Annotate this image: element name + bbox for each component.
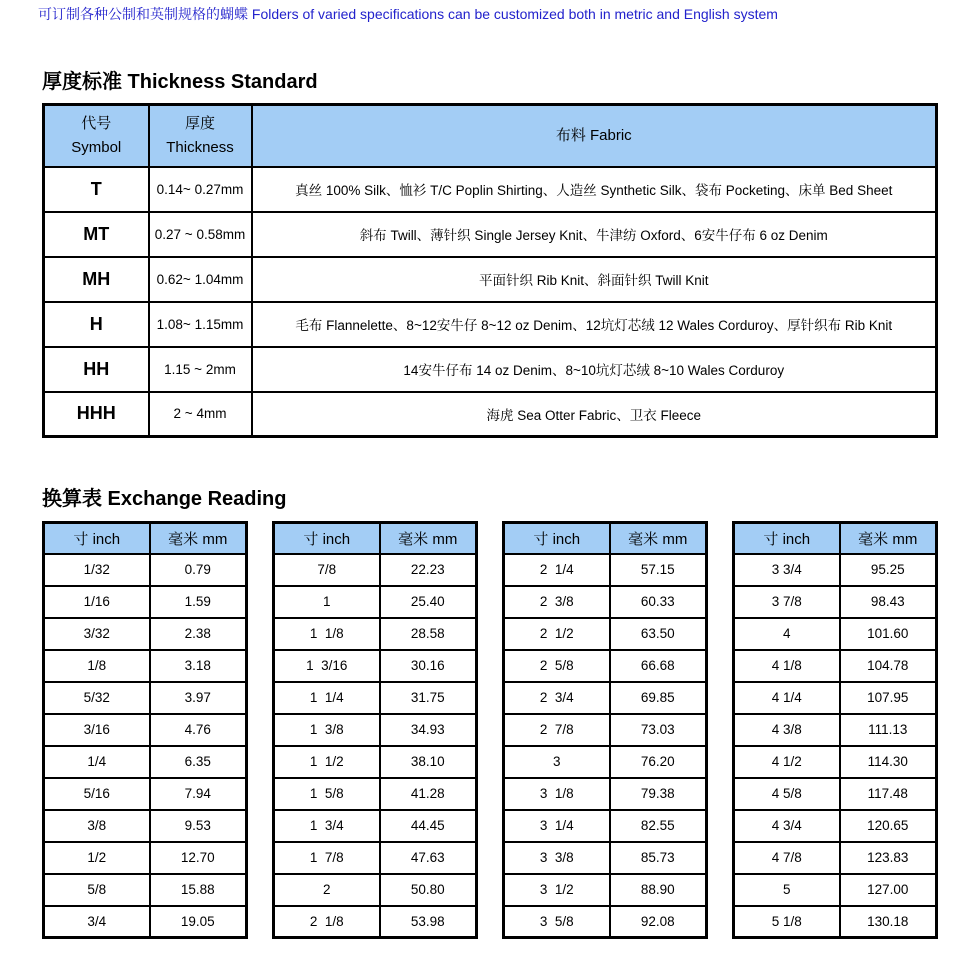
table-row: [44, 874, 247, 906]
inch-cell: 3/8: [44, 810, 150, 842]
symbol-cell: T: [44, 167, 149, 212]
fabric-cell: 14安牛仔布 14 oz Denim、8~10坑灯芯绒 8~10 Wales Corduroy: [252, 347, 937, 392]
mm-cell: 111.13: [840, 714, 937, 746]
symbol-cell: H: [44, 302, 149, 347]
mm-cell: 57.15: [610, 554, 707, 586]
symbol-cell: MT: [44, 212, 149, 257]
mm-cell: 15.88: [150, 874, 247, 906]
inch-cell: 1 1/8: [274, 618, 380, 650]
mm-cell: 41.28: [380, 778, 477, 810]
mm-cell: 0.79: [150, 554, 247, 586]
mm-cell: 34.93: [380, 714, 477, 746]
header-row: [44, 523, 247, 554]
mm-cell: 66.68: [610, 650, 707, 682]
exchange-tables-row: [42, 521, 980, 939]
table-row: [274, 842, 477, 874]
mm-cell: 127.00: [840, 874, 937, 906]
table-row: [274, 586, 477, 618]
inch-cell: 4 1/2: [734, 746, 840, 778]
inch-cell: 4 3/4: [734, 810, 840, 842]
exchange-table-1: [42, 521, 248, 939]
thickness-cell: 0.14~ 0.27mm: [149, 167, 252, 212]
fabric-cell: 斜布 Twill、薄针织 Single Jersey Knit、牛津纺 Oxford、6安牛仔布 6 oz Denim: [252, 212, 937, 257]
mm-cell: 104.78: [840, 650, 937, 682]
mm-cell: 3.18: [150, 650, 247, 682]
table-row: [734, 682, 937, 714]
mm-cell: 1.59: [150, 586, 247, 618]
table-row: [44, 167, 937, 212]
inch-cell: 2 3/8: [504, 586, 610, 618]
exchange-table-3-header: [504, 523, 707, 554]
customization-note: 可订制各种公制和英制规格的蝴蝶 Folders of varied specifications can be customized both in metric and English system: [38, 6, 778, 22]
symbol-cell: HH: [44, 347, 149, 392]
mm-cell: 117.48: [840, 778, 937, 810]
mm-cell: 7.94: [150, 778, 247, 810]
mm-cell: 79.38: [610, 778, 707, 810]
table-row: [504, 586, 707, 618]
mm-cell: 53.98: [380, 906, 477, 938]
mm-cell: 98.43: [840, 586, 937, 618]
table-row: [44, 714, 247, 746]
inch-cell: 1 1/4: [274, 682, 380, 714]
mm-cell: 28.58: [380, 618, 477, 650]
inch-cell: 2 1/2: [504, 618, 610, 650]
inch-cell: 3 1/2: [504, 874, 610, 906]
inch-cell: 7/8: [274, 554, 380, 586]
inch-cell: 4 7/8: [734, 842, 840, 874]
mm-cell: 82.55: [610, 810, 707, 842]
mm-column-header: 毫米 mm: [840, 523, 937, 554]
exchange-table-3-body: [504, 554, 707, 938]
exchange-table-2-body: [274, 554, 477, 938]
inch-cell: 4 3/8: [734, 714, 840, 746]
mm-cell: 69.85: [610, 682, 707, 714]
inch-cell: 1/4: [44, 746, 150, 778]
inch-cell: 3 3/8: [504, 842, 610, 874]
exchange-reading-title: 换算表 Exchange Reading: [42, 488, 287, 510]
symbol-header-en: Symbol: [71, 138, 122, 156]
header-row: [734, 523, 937, 554]
table-row: [44, 650, 247, 682]
fabric-cell: 真丝 100% Silk、恤衫 T/C Poplin Shirting、人造丝 Synthetic Silk、袋布 Pocketing、床单 Bed Sheet: [252, 167, 937, 212]
inch-column-header: 寸 inch: [734, 523, 840, 554]
table-row: [274, 650, 477, 682]
inch-cell: 1 1/2: [274, 746, 380, 778]
mm-column-header: 毫米 mm: [150, 523, 247, 554]
table-row: [504, 906, 707, 938]
mm-cell: 114.30: [840, 746, 937, 778]
inch-cell: 3 5/8: [504, 906, 610, 938]
header-row: [44, 105, 937, 167]
table-row: [734, 842, 937, 874]
table-row: [274, 906, 477, 938]
table-row: [504, 810, 707, 842]
fabric-cell: 毛布 Flannelette、8~12安牛仔 8~12 oz Denim、12坑灯芯绒 12 Wales Corduroy、厚针织布 Rib Knit: [252, 302, 937, 347]
inch-cell: 1 7/8: [274, 842, 380, 874]
inch-cell: 1/8: [44, 650, 150, 682]
inch-cell: 4 5/8: [734, 778, 840, 810]
mm-cell: 73.03: [610, 714, 707, 746]
inch-cell: 2 1/8: [274, 906, 380, 938]
thickness-table-body: [44, 167, 937, 437]
thickness-header-zh: 厚度: [184, 114, 215, 132]
inch-column-header: 寸 inch: [504, 523, 610, 554]
inch-cell: 1: [274, 586, 380, 618]
mm-cell: 63.50: [610, 618, 707, 650]
exchange-table-4-body: [734, 554, 937, 938]
table-row: [44, 746, 247, 778]
mm-cell: 31.75: [380, 682, 477, 714]
table-row: [274, 874, 477, 906]
table-row: [44, 302, 937, 347]
inch-cell: 3/16: [44, 714, 150, 746]
table-row: [504, 618, 707, 650]
thickness-header-en: Thickness: [166, 138, 234, 156]
inch-cell: 1/16: [44, 586, 150, 618]
symbol-cell: MH: [44, 257, 149, 302]
table-row: [274, 714, 477, 746]
fabric-cell: 海虎 Sea Otter Fabric、卫衣 Fleece: [252, 392, 937, 437]
exchange-table-3: [502, 521, 708, 939]
table-row: [44, 257, 937, 302]
thickness-cell: 0.62~ 1.04mm: [149, 257, 252, 302]
table-row: [274, 810, 477, 842]
table-row: [44, 586, 247, 618]
table-row: [504, 842, 707, 874]
inch-cell: 3 1/8: [504, 778, 610, 810]
thickness-cell: 1.08~ 1.15mm: [149, 302, 252, 347]
inch-cell: 3: [504, 746, 610, 778]
table-row: [734, 810, 937, 842]
table-row: [504, 554, 707, 586]
table-row: [274, 554, 477, 586]
mm-cell: 44.45: [380, 810, 477, 842]
mm-cell: 120.65: [840, 810, 937, 842]
table-row: [734, 714, 937, 746]
inch-column-header: 寸 inch: [44, 523, 150, 554]
table-row: [504, 746, 707, 778]
exchange-table-1-header: [44, 523, 247, 554]
thickness-standard-table: [42, 103, 938, 438]
inch-cell: 2 5/8: [504, 650, 610, 682]
mm-cell: 107.95: [840, 682, 937, 714]
table-row: [274, 778, 477, 810]
inch-cell: 5/32: [44, 682, 150, 714]
table-row: [504, 778, 707, 810]
thickness-table-header: [44, 105, 937, 167]
exchange-table-2-header: [274, 523, 477, 554]
table-row: [734, 618, 937, 650]
table-row: [44, 554, 247, 586]
inch-cell: 3/32: [44, 618, 150, 650]
inch-cell: 1/32: [44, 554, 150, 586]
mm-cell: 38.10: [380, 746, 477, 778]
table-row: [44, 212, 937, 257]
inch-cell: 5/16: [44, 778, 150, 810]
exchange-table-4: [732, 521, 938, 939]
thickness-cell: 0.27 ~ 0.58mm: [149, 212, 252, 257]
mm-column-header: 毫米 mm: [610, 523, 707, 554]
mm-cell: 95.25: [840, 554, 937, 586]
page: [0, 4, 980, 939]
inch-cell: 1 3/16: [274, 650, 380, 682]
inch-cell: 1 3/4: [274, 810, 380, 842]
inch-cell: 4: [734, 618, 840, 650]
mm-cell: 50.80: [380, 874, 477, 906]
inch-cell: 2 3/4: [504, 682, 610, 714]
inch-cell: 5: [734, 874, 840, 906]
mm-cell: 6.35: [150, 746, 247, 778]
thickness-column-header: [149, 105, 252, 167]
exchange-table-4-header: [734, 523, 937, 554]
mm-cell: 4.76: [150, 714, 247, 746]
mm-cell: 9.53: [150, 810, 247, 842]
table-row: [734, 554, 937, 586]
table-row: [44, 906, 247, 938]
header-row: [274, 523, 477, 554]
inch-cell: 4 1/8: [734, 650, 840, 682]
thickness-standard-title: 厚度标准 Thickness Standard: [42, 71, 318, 93]
mm-cell: 12.70: [150, 842, 247, 874]
inch-cell: 3/4: [44, 906, 150, 938]
mm-cell: 3.97: [150, 682, 247, 714]
mm-cell: 19.05: [150, 906, 247, 938]
mm-cell: 2.38: [150, 618, 247, 650]
inch-cell: 5 1/8: [734, 906, 840, 938]
fabric-column-header: 布料 Fabric: [252, 105, 937, 167]
inch-column-header: 寸 inch: [274, 523, 380, 554]
table-row: [44, 392, 937, 437]
inch-cell: 4 1/4: [734, 682, 840, 714]
table-row: [44, 842, 247, 874]
table-row: [734, 586, 937, 618]
table-row: [44, 347, 937, 392]
table-row: [44, 810, 247, 842]
table-row: [504, 650, 707, 682]
table-row: [504, 714, 707, 746]
mm-cell: 123.83: [840, 842, 937, 874]
inch-cell: 3 1/4: [504, 810, 610, 842]
fabric-cell: 平面针织 Rib Knit、斜面针织 Twill Knit: [252, 257, 937, 302]
table-row: [734, 746, 937, 778]
table-row: [734, 778, 937, 810]
table-row: [44, 618, 247, 650]
mm-cell: 22.23: [380, 554, 477, 586]
thickness-cell: 1.15 ~ 2mm: [149, 347, 252, 392]
inch-cell: 3 7/8: [734, 586, 840, 618]
mm-cell: 130.18: [840, 906, 937, 938]
inch-cell: 1 5/8: [274, 778, 380, 810]
thickness-cell: 2 ~ 4mm: [149, 392, 252, 437]
symbol-column-header: [44, 105, 149, 167]
mm-cell: 85.73: [610, 842, 707, 874]
symbol-cell: HHH: [44, 392, 149, 437]
mm-cell: 60.33: [610, 586, 707, 618]
inch-cell: 2: [274, 874, 380, 906]
inch-cell: 2 1/4: [504, 554, 610, 586]
inch-cell: 1 3/8: [274, 714, 380, 746]
mm-cell: 30.16: [380, 650, 477, 682]
mm-cell: 25.40: [380, 586, 477, 618]
inch-cell: 5/8: [44, 874, 150, 906]
inch-cell: 2 7/8: [504, 714, 610, 746]
inch-cell: 3 3/4: [734, 554, 840, 586]
table-row: [734, 874, 937, 906]
mm-cell: 101.60: [840, 618, 937, 650]
symbol-header-zh: 代号: [81, 114, 112, 132]
mm-cell: 76.20: [610, 746, 707, 778]
inch-cell: 1/2: [44, 842, 150, 874]
table-row: [734, 650, 937, 682]
header-row: [504, 523, 707, 554]
table-row: [44, 778, 247, 810]
mm-cell: 47.63: [380, 842, 477, 874]
table-row: [44, 682, 247, 714]
mm-cell: 92.08: [610, 906, 707, 938]
table-row: [504, 874, 707, 906]
mm-cell: 88.90: [610, 874, 707, 906]
exchange-table-2: [272, 521, 478, 939]
mm-column-header: 毫米 mm: [380, 523, 477, 554]
table-row: [504, 682, 707, 714]
exchange-table-1-body: [44, 554, 247, 938]
table-row: [274, 618, 477, 650]
table-row: [274, 746, 477, 778]
table-row: [734, 906, 937, 938]
table-row: [274, 682, 477, 714]
